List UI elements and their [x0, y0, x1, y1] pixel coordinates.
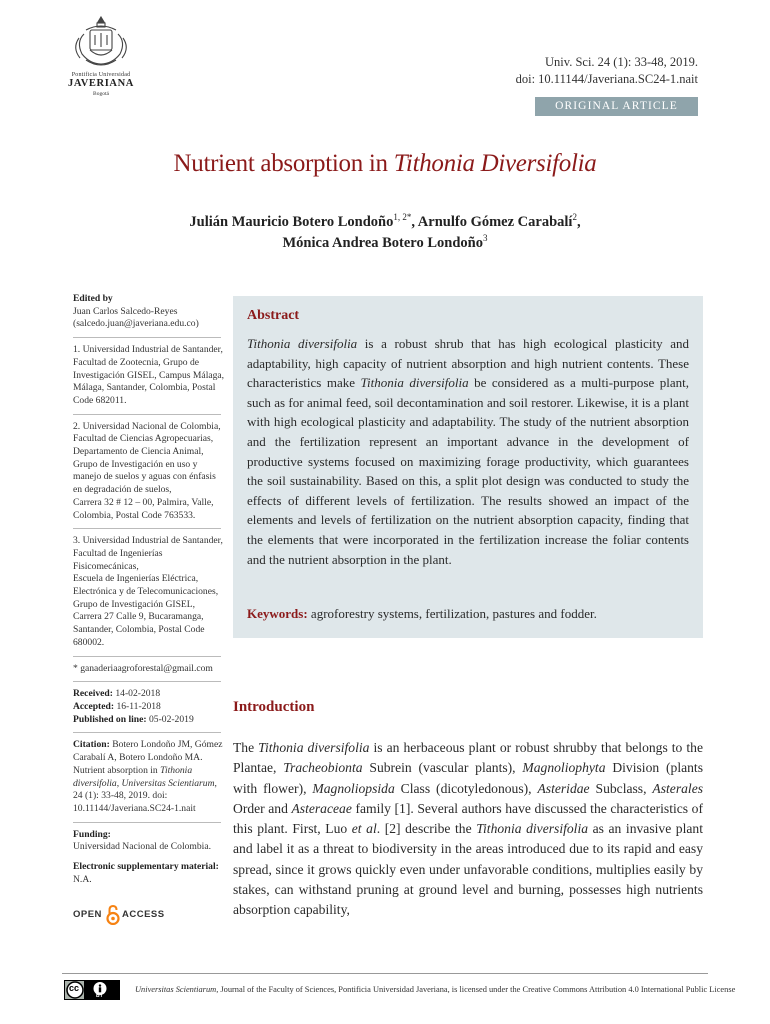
intro-run: Order and: [233, 800, 292, 816]
supplementary-block: [73, 861, 228, 886]
funding-value: Universidad Nacional de Colombia.: [73, 841, 212, 853]
title-italic: Tithonia Diversifolia: [393, 150, 597, 177]
logo-text-city: Bogotá: [93, 91, 109, 97]
how-to-cite: [73, 739, 228, 815]
intro-run: The: [233, 740, 259, 755]
published-label: Published on line:: [73, 713, 147, 725]
divider: [73, 656, 221, 657]
affiliation-line: Málaga, Santander, Colombia, Postal: [73, 382, 216, 394]
abstract-sentence: be considered as a multi-purpose plant, such as for animal feed, soil decontamination and soil restorer. Likewise, it is a plant with high ecological plasticity and adaptability. The study of the nutrient absorption and the fertilization represent an important advance in the development of productive systems focused on maximizing forage productivity, which guarantees the soil sustainability. Based on this, a split plot design was conducted to study the effects of different levels of fertilization. The results showed an impact of the elements and levels of fertilization on the nutrient absorption capacity, finding that the elements that were incorporated in the fertilization increase the foliar contents and the nutrient absorption in the plant.: [247, 375, 689, 567]
editor-name: Juan Carlos Salcedo-Reyes: [73, 305, 178, 317]
cc-text: cc: [69, 983, 80, 993]
dates-block: [73, 688, 228, 726]
journal-citation: [516, 54, 698, 88]
divider: [73, 732, 221, 733]
abstract-sentence: is a robust shrub that has high ecological plasticity and adaptability, high capacity of nutrient absorption and high nutrient contents. These characteristics make: [247, 336, 689, 391]
affiliation-line: Facultad de Ciencias Agropecuarias,: [73, 433, 214, 445]
affiliation-line: Grupo de Investigación en uso y: [73, 458, 198, 470]
funding-label: Funding:: [73, 828, 111, 840]
author-list: [0, 212, 770, 254]
by-text: BY: [96, 993, 103, 999]
affiliation-2: [73, 421, 228, 523]
citation-text: Botero Londoño JM, Gómez Carabalí A, Botero Londoño MA. Nutrient absorption in: [73, 739, 223, 776]
university-logo: [64, 14, 138, 100]
received-label: Received:: [73, 688, 113, 700]
citation-separator: ,: [116, 777, 122, 789]
affiliation-line: Electrónica y de Telecomunicaciones,: [73, 586, 219, 598]
intro-run: Subrein (vascular plants),: [362, 760, 523, 776]
editor-email[interactable]: (salcedo.juan@javeriana.edu.co): [73, 318, 199, 330]
author-3: Mónica Andrea Botero Londoño: [282, 235, 483, 251]
article-type-badge: ORIGINAL ARTICLE: [535, 97, 698, 116]
open-access-badge: [73, 904, 163, 926]
author-3-affil: 3: [482, 233, 488, 243]
license-text: , Journal of the Faculty of Sciences, Pontificia Universidad Javeriana, is licensed under the Creative Commons Attribution 4.0 International Public License: [216, 985, 736, 994]
intro-italic: Magnoliophyta: [522, 760, 606, 776]
citation-doi[interactable]: doi: 10.11144/Javeriana.SC24-1.nait: [515, 72, 698, 86]
license-journal: Universitas Scientiarum: [135, 985, 217, 994]
affiliation-line: Grupo de Investigación GISEL,: [73, 598, 196, 610]
affiliation-line: manejo de suelos y aguas con énfasis: [73, 471, 216, 483]
author-1: Julián Mauricio Botero Londoño: [189, 214, 394, 230]
intro-italic: et al: [351, 821, 377, 837]
intro-run: family [1]. Several authors have discussed the characteristics of this plant. First, Luo: [233, 800, 703, 837]
divider: [73, 337, 221, 338]
intro-run: Subclass,: [589, 780, 653, 796]
citation-species: Tithonia diversifolia: [73, 764, 193, 789]
intro-italic: Magnoliopsida: [312, 780, 395, 796]
intro-run: Division (plants with flower),: [233, 760, 704, 796]
affiliation-line: Facultad de Ingenierías Fisicomecánicas,: [73, 547, 163, 572]
paper-title: [0, 150, 770, 178]
open-access-right: ACCESS: [122, 909, 165, 920]
divider: [73, 822, 221, 823]
article-sidebar: [73, 293, 228, 886]
abstract-box: [233, 296, 703, 638]
cc-by-license-badge[interactable]: [64, 980, 120, 1000]
open-access-left: OPEN: [73, 909, 102, 920]
published-date: 05-02-2019: [148, 713, 194, 725]
keywords-value: agroforestry systems, fertilization, pastures and fodder.: [307, 606, 597, 621]
funding-block: [73, 829, 228, 854]
accepted-date: 16-11-2018: [116, 700, 161, 712]
intro-italic: Tithonia diversifolia: [476, 821, 589, 837]
affiliation-line: Santander, Colombia, Postal Code: [73, 624, 205, 636]
affiliation-3: [73, 535, 228, 649]
introduction-text: [233, 738, 703, 921]
intro-run: as an invasive plant and label it as a threat to biodiversity in the areas introduced due to its rapid and easy spread, since it grows quickly even under unfavorable conditions, multiplies easily by stakes, can withstand pruning at ground level and burning, possesses high nutrients absorption capability,: [233, 821, 703, 918]
affiliation-line: 3. Universidad Industrial de Santander,: [73, 535, 223, 547]
abstract-species: Tithonia diversifolia: [247, 336, 358, 351]
affiliation-line: Carrera 32 # 12 – 00, Palmira, Valle,: [73, 496, 214, 508]
title-plain: Nutrient absorption in: [173, 150, 394, 177]
affiliation-line: 2. Universidad Nacional de Colombia,: [73, 420, 221, 432]
keywords-label: Keywords:: [247, 606, 308, 621]
supplementary-value: N.A.: [73, 873, 92, 885]
author-separator: ,: [576, 214, 581, 230]
affiliation-line: Departamento de Ciencia Animal,: [73, 446, 204, 458]
license-statement: [135, 985, 736, 994]
corresponding-email[interactable]: * ganaderiaagroforestal@gmail.com: [73, 662, 213, 674]
affiliation-line: en degradación de suelos,: [73, 484, 172, 496]
author-1-affil: 1, 2*: [393, 212, 412, 222]
footer-divider: [62, 973, 708, 974]
citation-volume: Univ. Sci. 24 (1): 33-48, 2019.: [545, 55, 698, 69]
abstract-heading: Abstract: [247, 308, 300, 323]
intro-italic: Tithonia diversifolia: [258, 740, 370, 755]
affiliation-line: Carrera 27 Calle 9, Bucaramanga,: [73, 611, 204, 623]
crest-icon: [64, 14, 138, 72]
divider: [73, 681, 221, 682]
edited-by-label: Edited by: [73, 293, 113, 304]
citation-doi-text: , 24 (1): 33-48, 2019. doi: 10.11144/Javeriana.SC24-1.nait: [73, 777, 217, 814]
abstract-text: [247, 334, 689, 569]
logo-text-main: JAVERIANA: [68, 78, 134, 89]
logo-text-top: Pontificia Universidad: [71, 72, 131, 78]
received-date: 14-02-2018: [115, 688, 161, 700]
intro-run: . [2] describe the: [376, 821, 477, 837]
intro-italic: Asterales: [652, 780, 704, 796]
author-2-affil: 2: [572, 212, 577, 222]
introduction-heading: Introduction: [233, 699, 315, 715]
intro-italic: Asteridae: [537, 780, 590, 796]
divider: [73, 528, 221, 529]
affiliation-line: 1. Universidad Industrial de Santander,: [73, 344, 223, 356]
divider: [73, 414, 221, 415]
affiliation-line: Colombia, Postal Code 763533.: [73, 509, 196, 521]
open-lock-icon: [106, 905, 120, 925]
editor-block: [73, 293, 228, 331]
intro-run: Class (dicotyledonous),: [394, 780, 538, 796]
citation-label: Citation:: [73, 739, 110, 751]
affiliation-1: [73, 344, 228, 408]
affiliation-line: 680002.: [73, 636, 105, 648]
citation-journal: Universitas Scientiarum: [121, 777, 215, 789]
intro-italic: Asteraceae: [291, 800, 352, 816]
intro-italic: Tracheobionta: [283, 760, 363, 776]
affiliation-line: Escuela de Ingenierías Eléctrica,: [73, 573, 199, 585]
accepted-label: Accepted:: [73, 700, 115, 712]
keywords: [247, 604, 689, 623]
author-2: , Arnulfo Gómez Carabalí: [411, 214, 573, 230]
affiliation-line: Investigación GISEL, Campus Málaga,: [73, 369, 225, 381]
intro-run: is an herbaceous plant or robust shrubby that belongs to the Plantae,: [233, 740, 703, 776]
supplementary-label: Electronic supplementary material:: [73, 861, 219, 873]
affiliation-line: Facultad de Zootecnia, Grupo de: [73, 356, 200, 368]
affiliation-line: Code 682011.: [73, 394, 127, 406]
abstract-species: Tithonia diversifolia: [360, 375, 469, 391]
